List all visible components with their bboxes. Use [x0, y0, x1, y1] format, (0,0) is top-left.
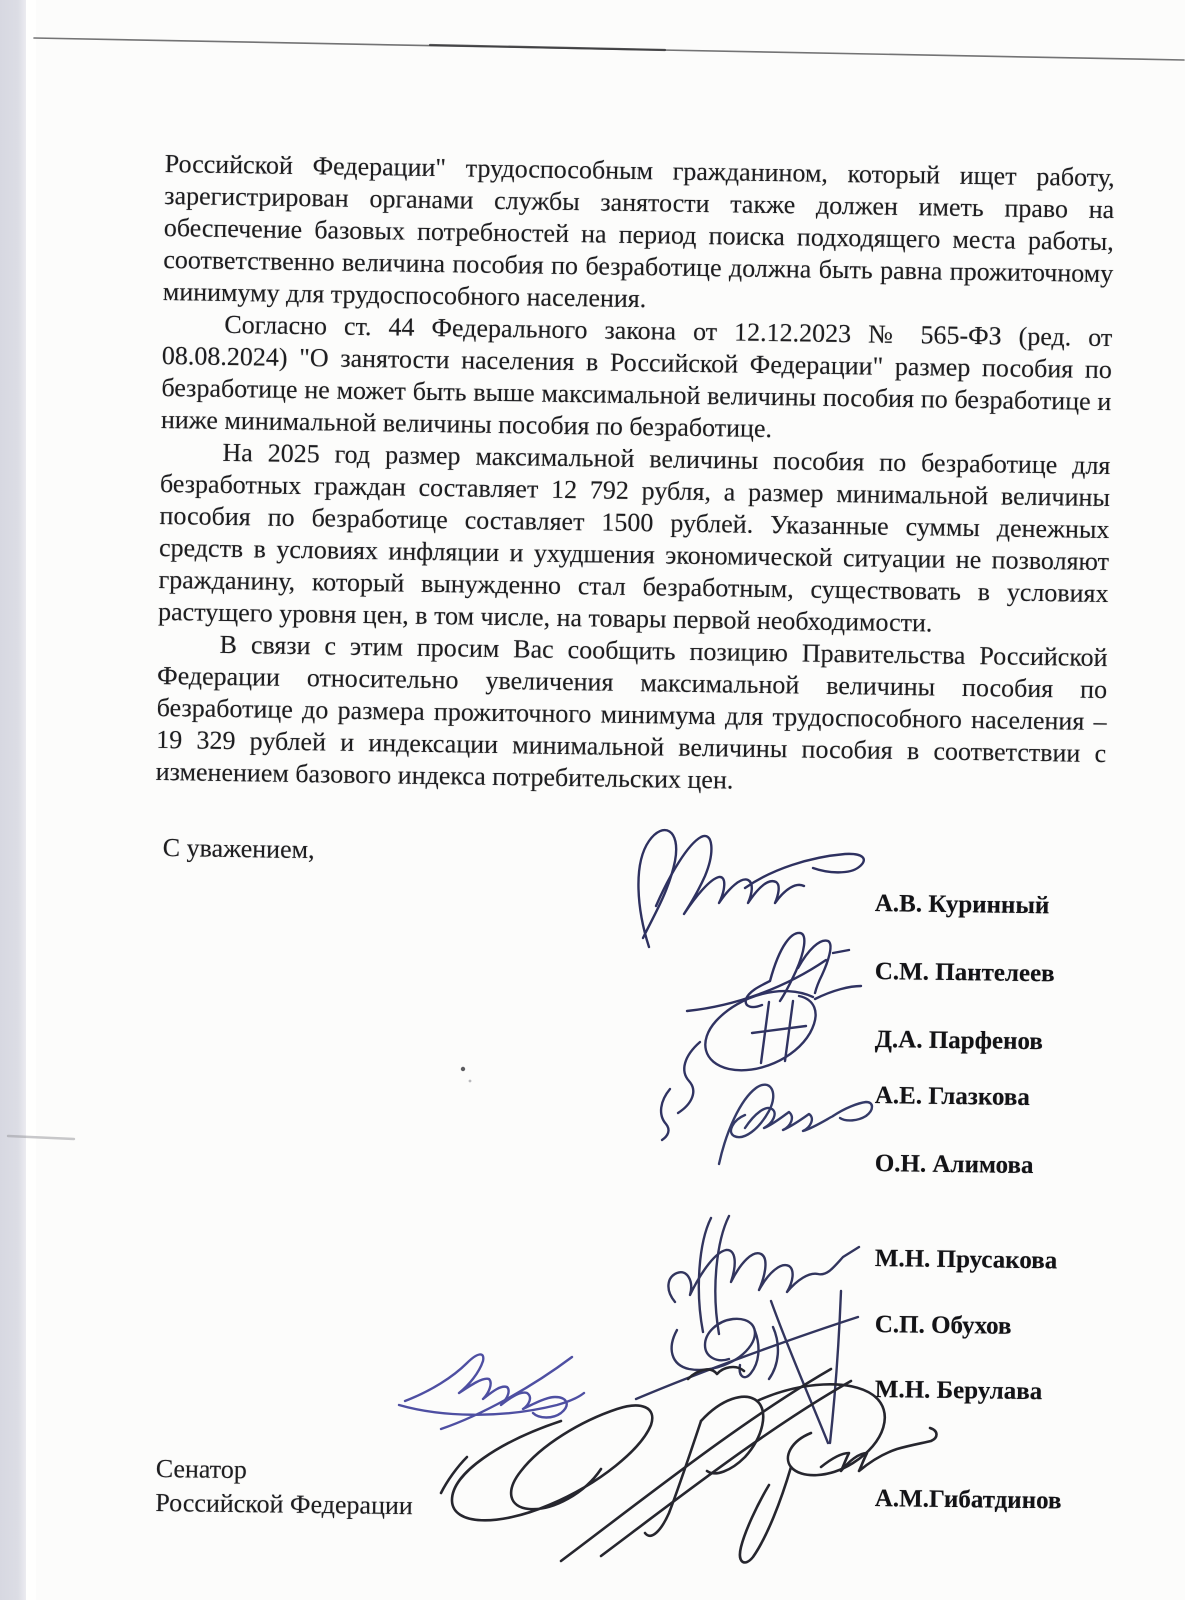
signatory-name-berulava: М.Н. Берулава	[874, 1376, 1043, 1406]
signature-berulava	[399, 1354, 584, 1429]
signatory-name-obukhov: С.П. Обухов	[874, 1311, 1012, 1340]
scan-artifact-speck	[461, 1067, 465, 1071]
letter-paragraph-2: Согласно ст. 44 Федерального закона от 12.12.2023 № 565-ФЗ (ред. от 08.08.2024) "О занятости населения в Российской Федерации" размер пособия по безработице не может быть выше максимальной величины пособия по безработице и ниже минимальной величины пособия по безработице.	[160, 309, 1113, 444]
signatory-name-kurinny: А.В. Куринный	[874, 890, 1050, 920]
signature-prusakova-obukhov	[636, 1216, 859, 1443]
sender-title-line1: Сенатор	[155, 1453, 247, 1485]
closing-salutation: С уважением,	[162, 833, 315, 865]
scan-artifact-dash	[8, 1136, 74, 1139]
signatory-name-prusakova: М.Н. Прусакова	[874, 1245, 1058, 1275]
signature-glazkova-alimova	[719, 1085, 872, 1164]
signatory-name-gibatdinov: А.М.Гибатдинов	[874, 1485, 1062, 1515]
sender-title-line2: Российской Федерации	[155, 1487, 413, 1521]
signatory-name-parfenov: Д.А. Парфенов	[874, 1026, 1044, 1056]
signatory-name-panteleev: С.М. Пантелеев	[874, 958, 1055, 988]
letter-paragraph-3: На 2025 год размер максимальной величины пособия по безработице для безработных граждан составляет 12 792 рубля, а размер минимальной величины пособия по безработице составляет 1500 рублей. Указанные суммы денежных средств в условиях инфляции и ухудшения экономической ситуации не позволяют гражданину, который вынужденно стал безработным, существовать в условиях растущего уровня цен, в том числе, на товары первой необходимости.	[157, 437, 1111, 638]
signature-panteleev	[687, 933, 849, 1011]
signature-kurinny	[638, 830, 863, 947]
scan-artifact-top-line-dark	[430, 45, 665, 50]
signatory-name-alimova: О.Н. Алимова	[874, 1150, 1034, 1180]
scan-artifact-speck	[469, 1080, 472, 1083]
letter-paragraph-4: В связи с этим просим Вас сообщить позицию Правительства Российской Федерации относительно увеличения максимальной величины пособия по безработице до размера прожиточного минимума для трудоспособного населения – 19 329 рублей и индексации минимальной величины пособия в соответствии с изменением базового индекса потребительских цен.	[155, 629, 1108, 795]
letter-paragraph-1: Российской Федерации" трудоспособным гражданином, который ищет работу, зарегистрирован органами службы занятости также должен иметь право на обеспечение базовых потребностей на период поиска подходящего места работы, соответственно величина пособия по безработице должна быть равна прожиточному минимуму для трудоспособного населения.	[162, 148, 1115, 314]
signatory-name-glazkova: А.Е. Глазкова	[874, 1082, 1031, 1112]
